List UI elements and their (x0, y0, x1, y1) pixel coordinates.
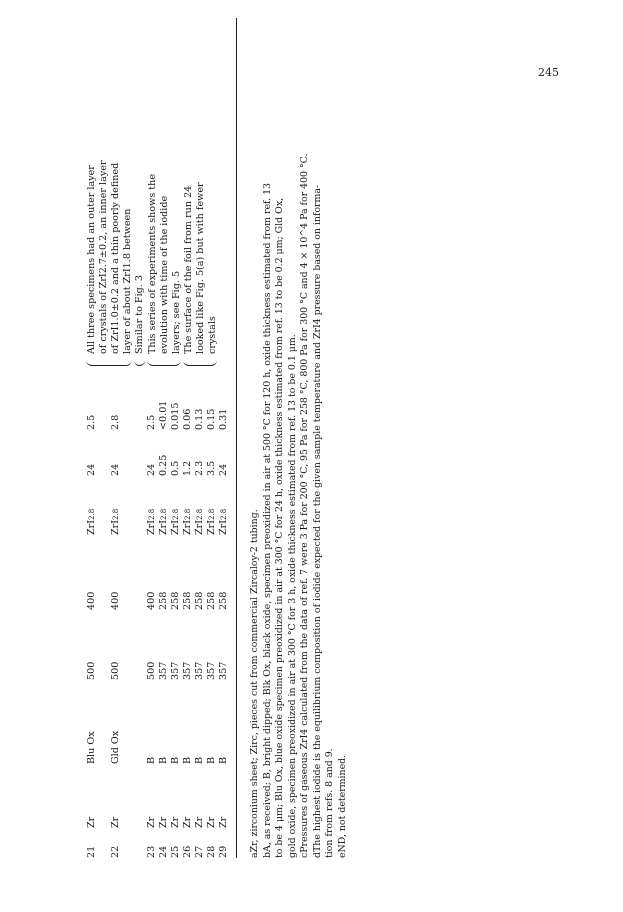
cell-run: 23 (146, 845, 157, 858)
remark-line: crystals (207, 316, 218, 354)
rotated-table-page (84, 18, 384, 858)
page-number: 245 (538, 66, 559, 79)
cell-iodide: ZrI 2.8 (110, 508, 121, 535)
footnote-c: cPressures of gaseous ZrI4 calculated from the data of ref. 7 were 3 Pa for 200 °C, 95 Pa for 258 °C, 800 Pa for 300 °C and 4 × 10^4 Pa for 400 °C. (299, 153, 310, 858)
cell-temp: 500 (110, 661, 121, 680)
cell-temp: 357 (158, 661, 169, 680)
cell-iodide: ZrI 2.8 (206, 508, 217, 535)
cell-surface: B (146, 756, 157, 764)
cell-temp: 357 (206, 661, 217, 680)
cell-pressure: 258 (182, 591, 193, 610)
remark-line: looked like Fig. 5(a) but with fewer (195, 182, 206, 354)
cell-pressure: 258 (158, 591, 169, 610)
cell-thickness: 0.31 (218, 408, 229, 430)
cell-run: 26 (182, 845, 193, 858)
cell-temp: 500 (146, 661, 157, 680)
cell-specimen: Zr (146, 816, 157, 828)
cell-iodide-subscript: 2.8 (196, 508, 204, 520)
cell-surface: B (170, 756, 181, 764)
cell-thickness: 2.8 (110, 414, 121, 430)
cell-iodide: ZrI 2.8 (86, 508, 97, 535)
cell-specimen: Zr (206, 816, 217, 828)
remark-line: of ZrI1.0±0.2 and a thin poorly defined (110, 162, 121, 354)
cell-thickness: 0.015 (170, 402, 181, 430)
cell-time: 1.2 (182, 460, 193, 476)
remark-line: layer of about ZrI1.8 between (122, 208, 133, 354)
cell-thickness: 2.5 (86, 414, 97, 430)
cell-pressure: 400 (110, 591, 121, 610)
remark-line: All three specimens had an outer layer (86, 165, 97, 354)
cell-time: 0.5 (170, 460, 181, 476)
table-bottom-rule (236, 18, 237, 858)
remark-line: of crystals of ZrI2.7±0.2, an inner layer (98, 160, 109, 354)
remark-group-1 (86, 14, 134, 354)
cell-run: 29 (218, 845, 229, 858)
cell-iodide-subscript: 2.8 (148, 508, 156, 520)
cell-thickness: 0.06 (182, 408, 193, 430)
cell-iodide-subscript: 2.8 (112, 508, 120, 520)
brace (147, 358, 181, 366)
cell-temp: 357 (182, 661, 193, 680)
cell-pressure: 258 (170, 591, 181, 610)
cell-specimen: Zr (182, 816, 193, 828)
cell-iodide-subscript: 2.8 (208, 508, 216, 520)
cell-iodide-subscript: 2.8 (160, 508, 168, 520)
cell-temp: 357 (170, 661, 181, 680)
cell-iodide-subscript: 2.8 (88, 508, 96, 520)
cell-surface: Gld Ox (110, 730, 121, 764)
cell-run: 24 (158, 845, 169, 858)
cell-thickness: <0.01 (158, 400, 169, 430)
cell-iodide-subscript: 2.8 (220, 508, 228, 520)
cell-surface: B (206, 756, 217, 764)
remark-line: This series of experiments shows the (147, 173, 158, 354)
cell-specimen: Zr (86, 816, 97, 828)
cell-iodide: ZrI 2.8 (158, 508, 169, 535)
cell-time: 24 (110, 463, 121, 476)
brace (86, 358, 132, 366)
footnote-b: bA, as received; B, bright dipped; Blk Ox, black oxide, specimen preoxidized in air at 500 °C for 120 h, oxide thickness estimated from ref. 13 (261, 182, 273, 858)
cell-temp: 357 (194, 661, 205, 680)
cell-surface: B (194, 756, 205, 764)
remark-line: The surface of the foil from run 24 (183, 185, 194, 354)
remark-line: evolution with time of the iodide (159, 195, 170, 354)
footnote-d: dThe highest iodide is the equilibrium composition of iodide expected for the given sample temperature and ZrI4 pressure based on informa- (311, 184, 323, 858)
cell-iodide: ZrI 2.8 (182, 508, 193, 535)
cell-specimen: Zr (218, 816, 229, 828)
cell-temp: 500 (86, 661, 97, 680)
cell-surface: B (218, 756, 229, 764)
footnote-b-cont: to be 4 μm; Blu Ox, blue oxide specimen preoxidized in air at 300 °C for 24 h, oxide thickness estimated from ref. 13 to be 0.2 μm; Gld Ox, (274, 197, 285, 858)
cell-time: 0.25 (158, 454, 169, 476)
cell-specimen: Zr (170, 816, 181, 828)
footnote-d-cont: tion from refs. 8 and 9. (324, 748, 335, 858)
cell-iodide-subscript: 2.8 (184, 508, 192, 520)
cell-time: 24 (146, 463, 157, 476)
cell-iodide: ZrI 2.8 (194, 508, 205, 535)
footnotes (249, 18, 349, 858)
brace (183, 358, 217, 366)
cell-pressure: 258 (206, 591, 217, 610)
cell-surface: B (158, 756, 169, 764)
cell-time: 3.5 (206, 460, 217, 476)
cell-iodide: ZrI 2.8 (146, 508, 157, 535)
remark-group-2 (134, 14, 146, 354)
cell-thickness: 0.15 (206, 408, 217, 430)
cell-run: 22 (110, 845, 121, 858)
cell-pressure: 400 (86, 591, 97, 610)
footnote-a: aZr, zirconium sheet; Zirc, pieces cut from commercial Zircaloy-2 tubing. (249, 509, 260, 858)
cell-thickness: 2.5 (146, 414, 157, 430)
cell-thickness: 0.13 (194, 408, 205, 430)
cell-pressure: 258 (218, 591, 229, 610)
remark-line: Similar to Fig. 3 (134, 275, 145, 354)
cell-time: 24 (218, 463, 229, 476)
remark-group-3 (147, 14, 183, 354)
cell-specimen: Zr (158, 816, 169, 828)
remark-group-4 (183, 14, 219, 354)
cell-time: 2.3 (194, 460, 205, 476)
footnote-b-cont: gold oxide, specimen preoxidized in air at 300 °C for 3 h, oxide thickness estimated from ref. 13 to be 0.1 μm. (286, 334, 298, 858)
cell-run: 27 (194, 845, 205, 858)
cell-iodide-subscript: 2.8 (172, 508, 180, 520)
cell-specimen: Zr (110, 816, 121, 828)
cell-run: 25 (170, 845, 181, 858)
remark-line: layers; see Fig. 5 (171, 270, 182, 354)
cell-iodide: ZrI 2.8 (170, 508, 181, 535)
footnote-e: eND, not determined. (336, 754, 348, 858)
cell-iodide: ZrI 2.8 (218, 508, 229, 535)
cell-surface: Blu Ox (86, 731, 97, 764)
cell-surface: B (182, 756, 193, 764)
cell-pressure: 400 (146, 591, 157, 610)
brace (134, 358, 145, 366)
cell-temp: 357 (218, 661, 229, 680)
cell-run: 28 (206, 845, 217, 858)
cell-run: 21 (86, 845, 97, 858)
cell-time: 24 (86, 463, 97, 476)
cell-specimen: Zr (194, 816, 205, 828)
cell-pressure: 258 (194, 591, 205, 610)
